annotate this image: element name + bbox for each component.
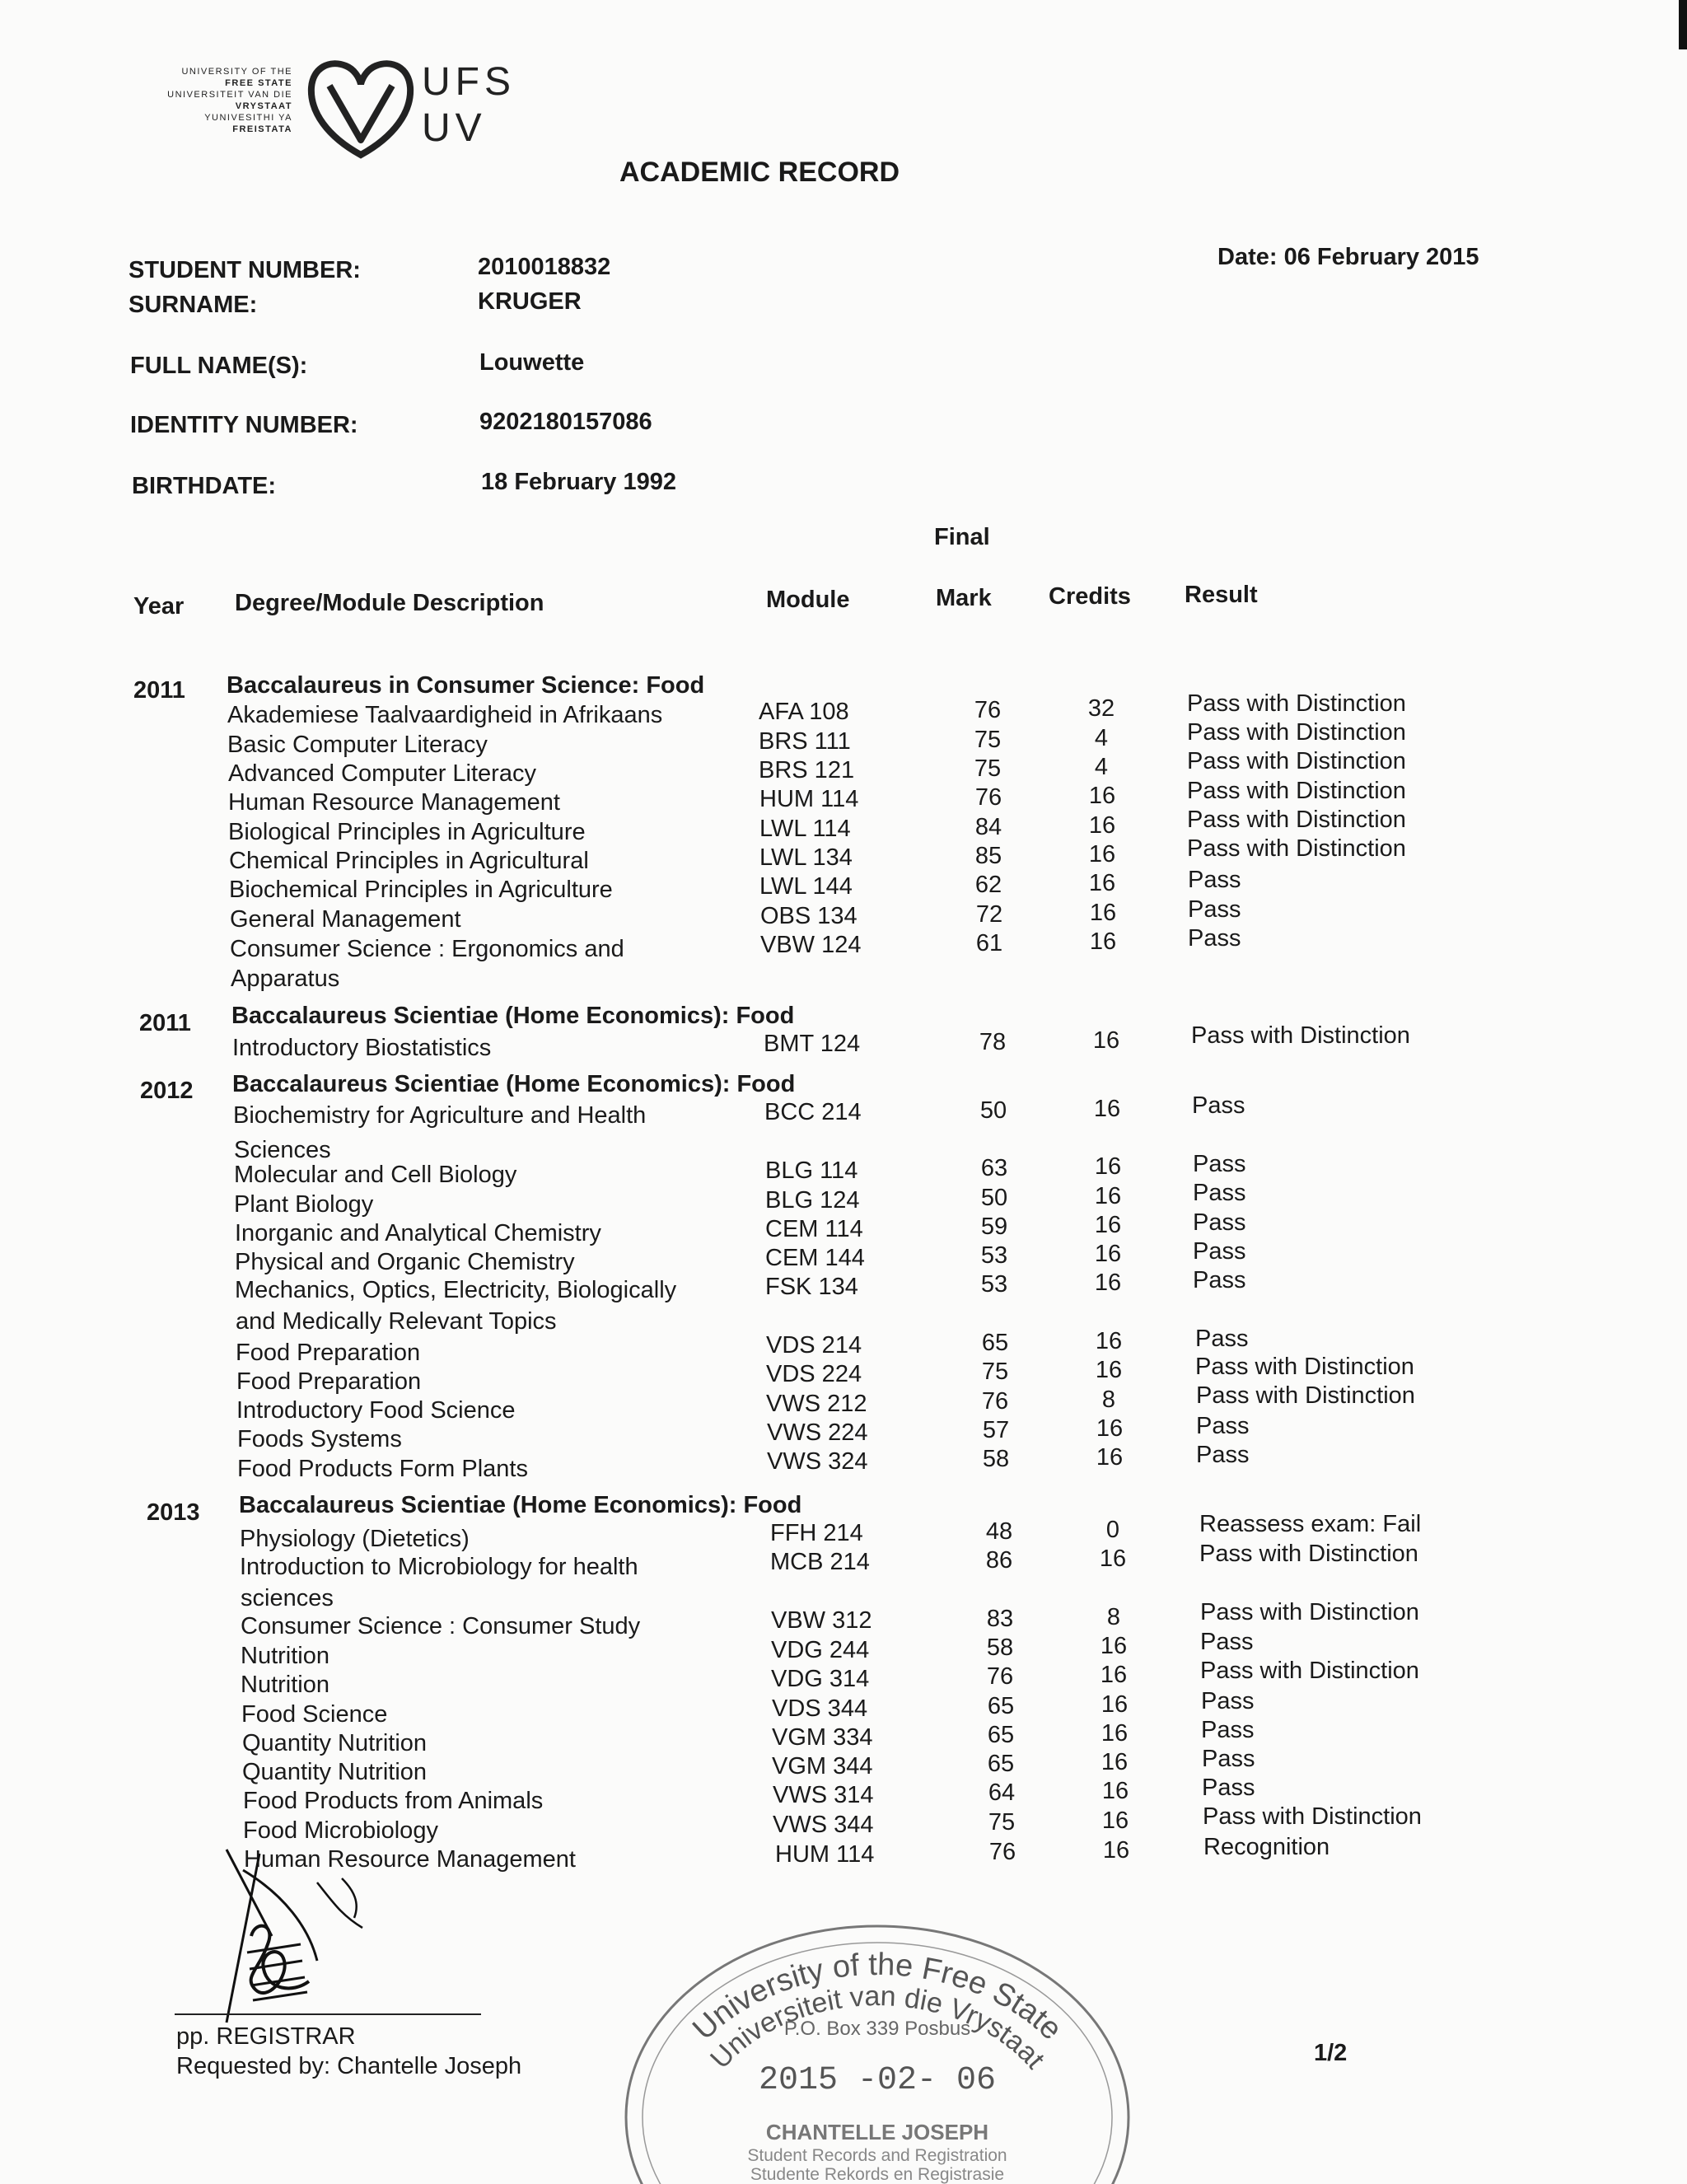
credits-value: 16: [1101, 1778, 1129, 1804]
module-description: Advanced Computer Literacy: [228, 760, 536, 787]
module-description: Biochemistry for Agriculture and Health: [233, 1102, 647, 1129]
final-mark: 86: [985, 1547, 1013, 1574]
module-description: Mechanics, Optics, Electricity, Biologically: [235, 1277, 677, 1303]
module-code: VDS 224: [766, 1361, 862, 1387]
record-date: Date: 06 February 2015: [1217, 244, 1479, 270]
credits-value: 4: [1094, 754, 1109, 780]
result-value: Pass: [1201, 1688, 1255, 1714]
result-value: Pass with Distinction: [1191, 1022, 1410, 1049]
result-value: Pass with Distinction: [1200, 1599, 1419, 1625]
credits-value: 16: [1088, 841, 1116, 868]
final-mark: 58: [986, 1634, 1014, 1661]
stamp-dept2: Studente Rekords en Registrasie: [750, 2165, 1005, 2184]
final-mark: 63: [980, 1155, 1008, 1181]
logo-line: FREISTATA: [232, 124, 292, 134]
registrar-label: pp. REGISTRAR: [176, 2023, 356, 2050]
credits-value: 16: [1089, 928, 1117, 955]
module-description: Consumer Science : Ergonomics and: [230, 936, 624, 962]
final-mark: 85: [974, 843, 1002, 869]
credits-value: 16: [1096, 1415, 1124, 1442]
result-value: Pass: [1192, 1092, 1245, 1119]
result-value: Recognition: [1203, 1834, 1330, 1860]
result-value: Pass with Distinction: [1187, 807, 1406, 833]
final-mark: 75: [974, 727, 1002, 753]
result-value: Pass: [1196, 1413, 1250, 1439]
module-code: HUM 114: [759, 786, 859, 812]
result-value: Pass with Distinction: [1187, 748, 1406, 774]
module-code: LWL 134: [759, 844, 853, 871]
column-year: Year: [133, 593, 185, 620]
module-code: VGM 344: [772, 1753, 873, 1779]
section-year: 2013: [147, 1499, 200, 1526]
program-title: Baccalaureus in Consumer Science: Food: [227, 672, 705, 699]
column-result: Result: [1185, 582, 1258, 608]
module-code: VBW 124: [760, 932, 862, 958]
final-mark: 75: [988, 1809, 1016, 1836]
module-description-cont: sciences: [241, 1585, 334, 1611]
final-mark: 72: [975, 901, 1003, 928]
credits-value: 16: [1101, 1720, 1129, 1747]
credits-value: 0: [1105, 1517, 1120, 1543]
result-value: Pass: [1202, 1746, 1255, 1772]
module-description: Quantity Nutrition: [242, 1730, 428, 1756]
module-code: VDG 244: [771, 1637, 870, 1663]
result-value: Pass with Distinction: [1187, 690, 1406, 717]
result-value: Pass: [1193, 1238, 1246, 1265]
module-code: VWS 324: [767, 1448, 868, 1475]
stamp-dept1: Student Records and Registration: [747, 2146, 1007, 2165]
credits-value: 16: [1101, 1808, 1129, 1834]
final-mark: 64: [988, 1779, 1016, 1806]
result-value: Pass: [1193, 1180, 1246, 1206]
credits-value: 16: [1094, 1212, 1122, 1238]
module-description: Physical and Organic Chemistry: [235, 1249, 575, 1275]
final-mark: 57: [982, 1417, 1010, 1443]
final-mark: 76: [986, 1663, 1014, 1690]
module-code: VGM 334: [772, 1724, 873, 1751]
module-code: LWL 114: [759, 816, 851, 842]
fullname-label: FULL NAME(S):: [130, 353, 308, 379]
module-description: Quantity Nutrition: [242, 1759, 428, 1785]
module-code: VBW 312: [771, 1607, 872, 1634]
credits-value: 16: [1088, 812, 1116, 839]
credits-value: 16: [1100, 1662, 1128, 1688]
section-year: 2011: [133, 677, 185, 704]
module-description: Molecular and Cell Biology: [234, 1162, 517, 1188]
result-value: Pass with Distinction: [1187, 778, 1406, 804]
stamp-line1: University of the Free State: [686, 1947, 1069, 2047]
logo-abbr-top: UFS: [422, 60, 516, 104]
logo-line: YUNIVESITHI YA: [204, 113, 292, 123]
module-description: Food Microbiology: [243, 1817, 438, 1844]
stamp-name: CHANTELLE JOSEPH: [765, 2120, 989, 2144]
credits-value: 16: [1088, 870, 1116, 896]
final-mark: 84: [974, 814, 1002, 840]
credits-value: 4: [1094, 725, 1109, 751]
final-mark: 48: [985, 1518, 1013, 1545]
final-mark: 50: [979, 1097, 1007, 1124]
result-value: Pass with Distinction: [1195, 1354, 1414, 1380]
module-code: FSK 134: [765, 1274, 858, 1300]
birthdate-value: 18 February 1992: [481, 469, 676, 495]
module-code: VWS 314: [773, 1782, 874, 1808]
stamp-date: 2015 -02- 06: [758, 2062, 997, 2099]
module-description: Plant Biology: [234, 1191, 374, 1218]
module-description-cont: and Medically Relevant Topics: [236, 1308, 557, 1335]
module-description: Human Resource Management: [244, 1846, 576, 1873]
module-description: Nutrition: [241, 1672, 329, 1698]
requested-by: Requested by: Chantelle Joseph: [176, 2053, 522, 2079]
module-description: Food Products Form Plants: [237, 1456, 528, 1482]
logo-line: UNIVERSITY OF THE: [181, 67, 292, 77]
credits-value: 16: [1089, 900, 1117, 926]
final-mark: 76: [974, 784, 1002, 811]
result-value: Pass with Distinction: [1199, 1541, 1418, 1567]
module-code: OBS 134: [760, 903, 858, 929]
final-mark: 65: [981, 1330, 1009, 1356]
result-value: Pass with Distinction: [1203, 1803, 1422, 1830]
module-description: Foods Systems: [237, 1426, 402, 1452]
university-stamp: [614, 1911, 1141, 2184]
module-code: AFA 108: [759, 699, 849, 725]
module-code: BCC 214: [764, 1099, 862, 1125]
surname-label: SURNAME:: [129, 292, 258, 318]
identity-number-label: IDENTITY NUMBER:: [130, 412, 358, 438]
program-title: Baccalaureus Scientiae (Home Economics): Food: [231, 1003, 795, 1029]
result-value: Pass: [1193, 1151, 1246, 1177]
module-description: Chemical Principles in Agricultural: [229, 848, 589, 874]
result-value: Pass: [1195, 1326, 1249, 1352]
program-title: Baccalaureus Scientiae (Home Economics): Food: [232, 1071, 796, 1097]
credits-value: 16: [1094, 1241, 1122, 1267]
result-value: Pass with Distinction: [1187, 835, 1406, 862]
final-mark: 61: [975, 930, 1003, 956]
credits-value: 16: [1088, 783, 1116, 809]
page-number: 1/2: [1314, 2040, 1348, 2066]
result-value: Pass: [1200, 1629, 1254, 1655]
credits-value: 32: [1087, 695, 1115, 722]
final-mark: 65: [987, 1751, 1015, 1777]
result-value: Pass: [1188, 867, 1241, 893]
credits-value: 16: [1094, 1270, 1122, 1296]
credits-value: 16: [1100, 1633, 1128, 1659]
module-code: VDG 314: [771, 1666, 870, 1692]
module-code: BRS 121: [759, 757, 855, 783]
module-description: Food Preparation: [236, 1340, 421, 1366]
result-value: Pass with Distinction: [1200, 1658, 1419, 1684]
column-credits: Credits: [1049, 583, 1131, 610]
final-mark: 76: [988, 1839, 1016, 1865]
column-mark: Mark: [936, 585, 992, 611]
birthdate-label: BIRTHDATE:: [132, 473, 277, 499]
result-value: Pass with Distinction: [1196, 1382, 1415, 1409]
module-description: General Management: [230, 906, 461, 933]
final-mark: 83: [986, 1606, 1014, 1632]
final-mark: 65: [987, 1693, 1015, 1719]
module-description: Inorganic and Analytical Chemistry: [235, 1220, 601, 1246]
module-code: BMT 124: [764, 1031, 861, 1057]
column-module: Module: [766, 587, 850, 613]
module-description: Food Science: [241, 1701, 388, 1728]
module-code: VWS 224: [767, 1419, 868, 1446]
credits-value: 16: [1101, 1749, 1129, 1775]
page-title: ACADEMIC RECORD: [619, 157, 900, 188]
module-description: Biochemical Principles in Agriculture: [229, 877, 613, 903]
module-code: VDS 214: [766, 1332, 862, 1359]
credits-value: 16: [1092, 1027, 1120, 1054]
final-mark: 75: [974, 755, 1002, 782]
credits-value: 16: [1096, 1444, 1124, 1471]
module-description: Nutrition: [241, 1643, 329, 1669]
final-mark: 76: [981, 1388, 1009, 1415]
result-value: Pass: [1196, 1442, 1250, 1468]
credits-value: 16: [1101, 1691, 1129, 1718]
scan-edge: [1679, 0, 1687, 49]
stamp-box: P.O. Box 339 Posbus: [783, 2018, 971, 2040]
module-description-cont: Apparatus: [231, 966, 340, 992]
module-description: Akademiese Taalvaardigheid in Afrikaans: [227, 702, 663, 728]
module-description: Food Preparation: [236, 1368, 422, 1395]
module-description: Consumer Science : Consumer Study: [241, 1613, 641, 1639]
result-value: Pass: [1193, 1209, 1246, 1236]
result-value: Pass: [1188, 925, 1241, 952]
result-value: Pass with Distinction: [1187, 719, 1406, 746]
credits-value: 8: [1101, 1387, 1116, 1413]
student-number-label: STUDENT NUMBER:: [129, 257, 361, 283]
module-code: FFH 214: [770, 1520, 863, 1546]
module-description-cont: Sciences: [234, 1137, 331, 1163]
credits-value: 16: [1102, 1837, 1130, 1864]
column-final: Final: [934, 524, 990, 550]
final-mark: 62: [974, 872, 1002, 898]
column-description: Degree/Module Description: [235, 590, 544, 616]
final-mark: 75: [981, 1359, 1009, 1385]
module-code: VWS 212: [766, 1391, 867, 1417]
final-mark: 58: [982, 1446, 1010, 1472]
credits-value: 16: [1094, 1183, 1122, 1209]
registrar-signature: [210, 1845, 482, 2027]
result-value: Pass: [1202, 1775, 1255, 1801]
module-code: VWS 344: [773, 1812, 874, 1838]
logo-line: VRYSTAAT: [235, 101, 292, 111]
module-description: Introductory Food Science: [236, 1397, 516, 1424]
final-mark: 78: [979, 1029, 1007, 1055]
module-code: BLG 124: [765, 1187, 860, 1214]
logo-abbreviation: [422, 59, 516, 152]
ufs-logo-icon: [303, 54, 418, 161]
module-code: CEM 114: [765, 1216, 863, 1242]
surname-value: KRUGER: [478, 288, 582, 315]
credits-value: 16: [1095, 1357, 1123, 1383]
module-description: Introduction to Microbiology for health: [240, 1554, 638, 1580]
module-code: BLG 114: [765, 1157, 858, 1184]
module-code: HUM 114: [775, 1841, 875, 1868]
result-value: Pass: [1201, 1717, 1255, 1743]
module-description: Biological Principles in Agriculture: [228, 819, 586, 845]
section-year: 2012: [140, 1078, 194, 1104]
program-title: Baccalaureus Scientiae (Home Economics): Food: [239, 1492, 802, 1518]
module-description: Introductory Biostatistics: [232, 1035, 492, 1061]
final-mark: 50: [980, 1185, 1008, 1211]
credits-value: 16: [1095, 1328, 1123, 1354]
credits-value: 16: [1099, 1546, 1127, 1572]
module-code: CEM 144: [765, 1245, 865, 1271]
module-code: MCB 214: [770, 1549, 870, 1575]
module-description: Physiology (Dietetics): [240, 1526, 470, 1552]
logo-line: UNIVERSITEIT VAN DIE: [167, 90, 292, 100]
module-description: Basic Computer Literacy: [227, 732, 488, 758]
logo-abbr-bottom: UV: [422, 106, 487, 150]
identity-number-value: 9202180157086: [479, 409, 652, 435]
module-code: VDS 344: [772, 1695, 868, 1722]
module-description: Human Resource Management: [228, 789, 560, 816]
final-mark: 76: [974, 697, 1002, 723]
final-mark: 53: [980, 1271, 1008, 1298]
module-code: BRS 111: [759, 728, 851, 755]
university-name-block: [124, 66, 292, 135]
logo-line: FREE STATE: [225, 78, 292, 88]
result-value: Reassess exam: Fail: [1199, 1511, 1422, 1537]
final-mark: 53: [980, 1242, 1008, 1269]
credits-value: 8: [1106, 1604, 1121, 1630]
module-code: LWL 144: [759, 873, 853, 900]
fullname-value: Louwette: [479, 349, 585, 376]
final-mark: 65: [987, 1722, 1015, 1748]
module-description: Food Products from Animals: [243, 1788, 544, 1814]
section-year: 2011: [139, 1010, 191, 1036]
signature-line: [175, 2013, 481, 2015]
credits-value: 16: [1094, 1153, 1122, 1180]
stamp-line2: Universiteit van die Vrystaat: [704, 1981, 1051, 2075]
credits-value: 16: [1093, 1096, 1121, 1122]
result-value: Pass: [1193, 1267, 1246, 1293]
final-mark: 59: [980, 1214, 1008, 1240]
result-value: Pass: [1188, 896, 1241, 923]
student-number-value: 2010018832: [478, 254, 611, 280]
